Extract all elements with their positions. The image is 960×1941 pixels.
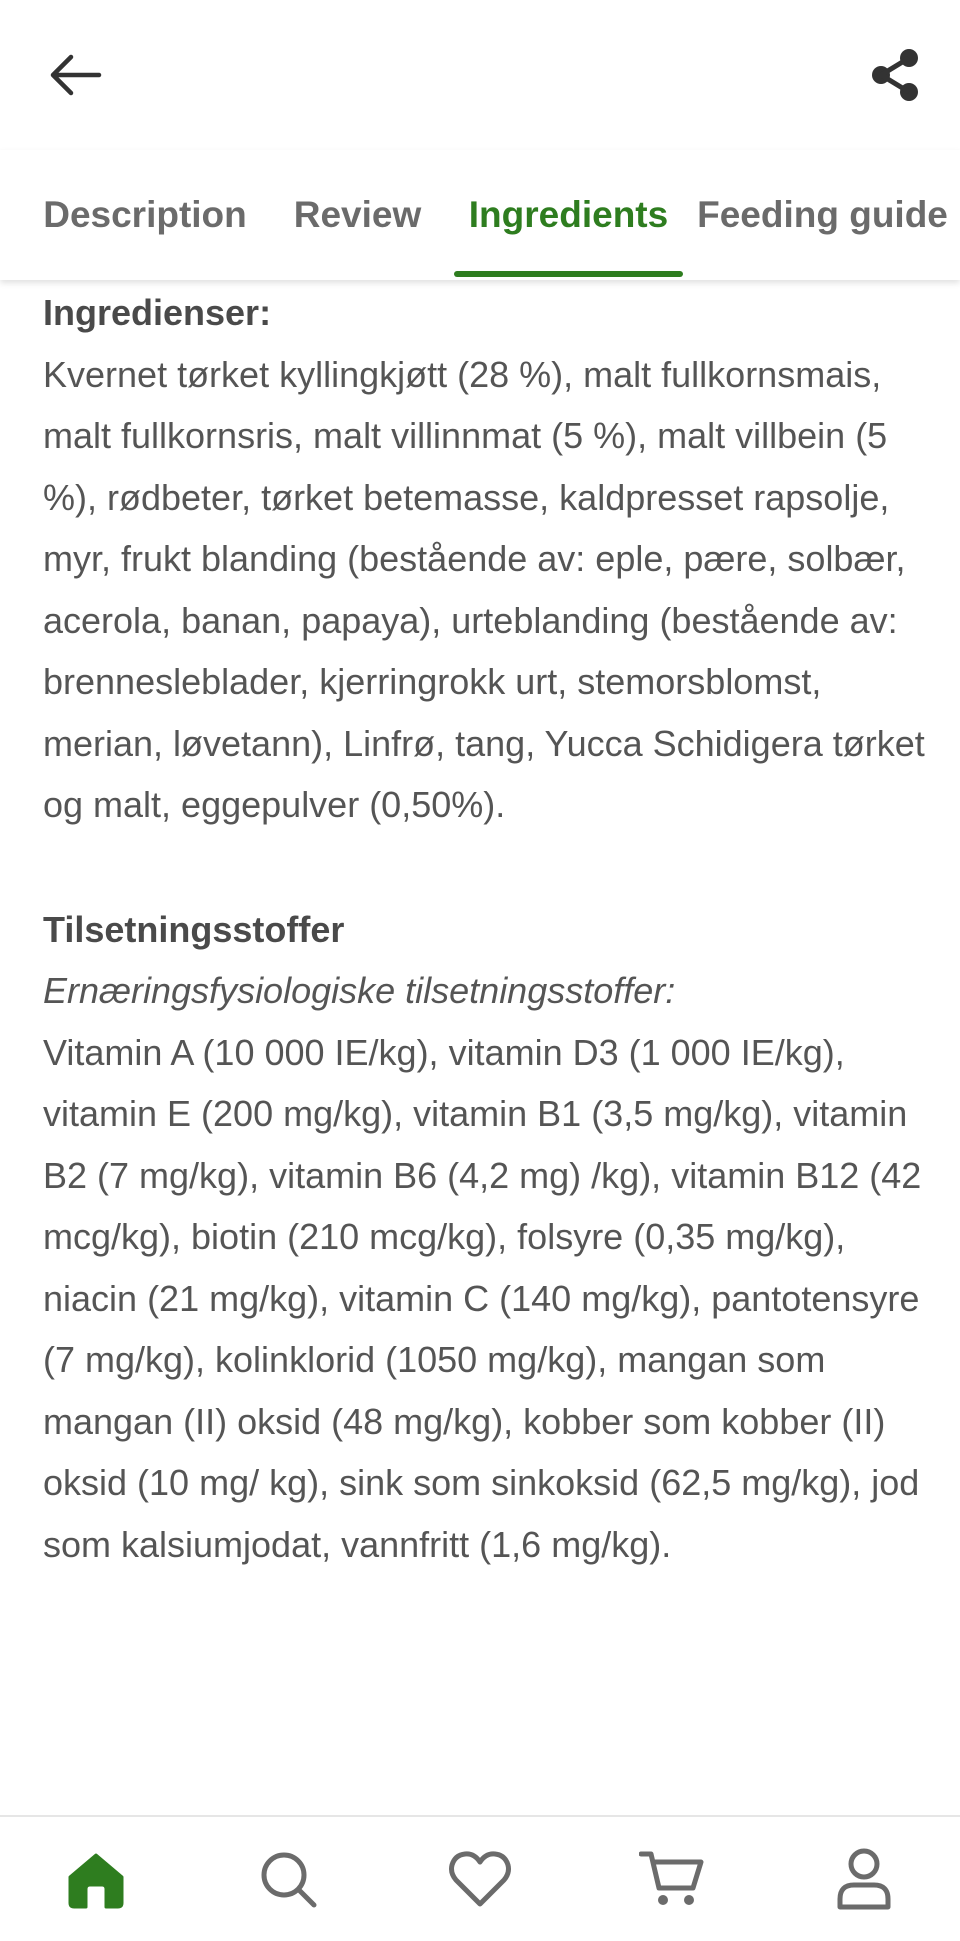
nav-profile[interactable] — [804, 1824, 924, 1934]
active-tab-indicator — [454, 271, 683, 277]
tab-feeding-guide[interactable]: Feeding guide — [697, 194, 948, 235]
arrow-left-icon — [47, 53, 103, 97]
top-bar — [0, 0, 960, 150]
profile-icon — [836, 1847, 892, 1911]
additives-heading: Tilsetningsstoffer — [43, 908, 345, 950]
share-button[interactable] — [850, 30, 940, 120]
additives-text: Vitamin A (10 000 IE/kg), vitamin D3 (1 000 IE/kg), vitamin E (200 mg/kg), vitamin B1 (3,5 mg/kg), vitamin B2 (7 mg/kg), vitamin B6 (4,2 mg) /kg), vitamin B12 (42 mcg/kg), biotin (210 mcg/kg), folsyre (0,35 mg/kg), niacin (21 mg/kg), vitamin C (140 mg/kg), pantotensyre (7 mg/kg), kolinklorid (1050 mg/kg), mangan som mangan (II) oksid (48 mg/kg), kobber som kobber (II) oksid (10 mg/ kg), sink som sinkoksid (62,5 mg/kg), jod som kalsiumjodat, vannfritt (1,6 mg/kg). — [43, 1031, 922, 1565]
ingredients-heading: Ingredienser: — [43, 292, 272, 333]
additives-subheading: Ernæringsfysiologiske tilsetningsstoffer: — [43, 970, 676, 1011]
search-icon — [258, 1849, 318, 1909]
cart-icon — [639, 1848, 705, 1910]
back-button[interactable] — [30, 30, 120, 120]
tab-review[interactable]: Review — [293, 194, 422, 235]
tab-description[interactable]: Description — [43, 194, 247, 235]
bottom-nav — [0, 1815, 960, 1941]
section-spacer — [43, 836, 930, 897]
ingredients-text: Kvernet tørket kyllingkjøtt (28 %), malt fullkornsmais, malt fullkornsris, malt villinnmat (5 %), malt villbein (5 %), rødbeter, tørket betemasse, kaldpresset rapsolje, myr, frukt blanding (bestående av: eple, pære, solbær, acerola, banan, papaya), urteblanding (bestående av: brennesleblader, kjerringrokk urt, stemorsblomst, merian, løvetann), Linfrø, tang, Yucca Schidigera tørket og malt, eggepulver (0,50%). — [43, 353, 925, 825]
nav-search[interactable] — [228, 1824, 348, 1934]
tab-bar — [0, 150, 960, 280]
share-icon — [867, 47, 923, 103]
nav-cart[interactable] — [612, 1824, 732, 1934]
ingredients-content[interactable] — [0, 280, 960, 1815]
heart-icon — [448, 1850, 512, 1908]
tab-ingredients[interactable]: Ingredients — [468, 194, 669, 235]
home-icon — [64, 1847, 128, 1911]
nav-favorites[interactable] — [420, 1824, 540, 1934]
nav-home[interactable] — [36, 1824, 156, 1934]
